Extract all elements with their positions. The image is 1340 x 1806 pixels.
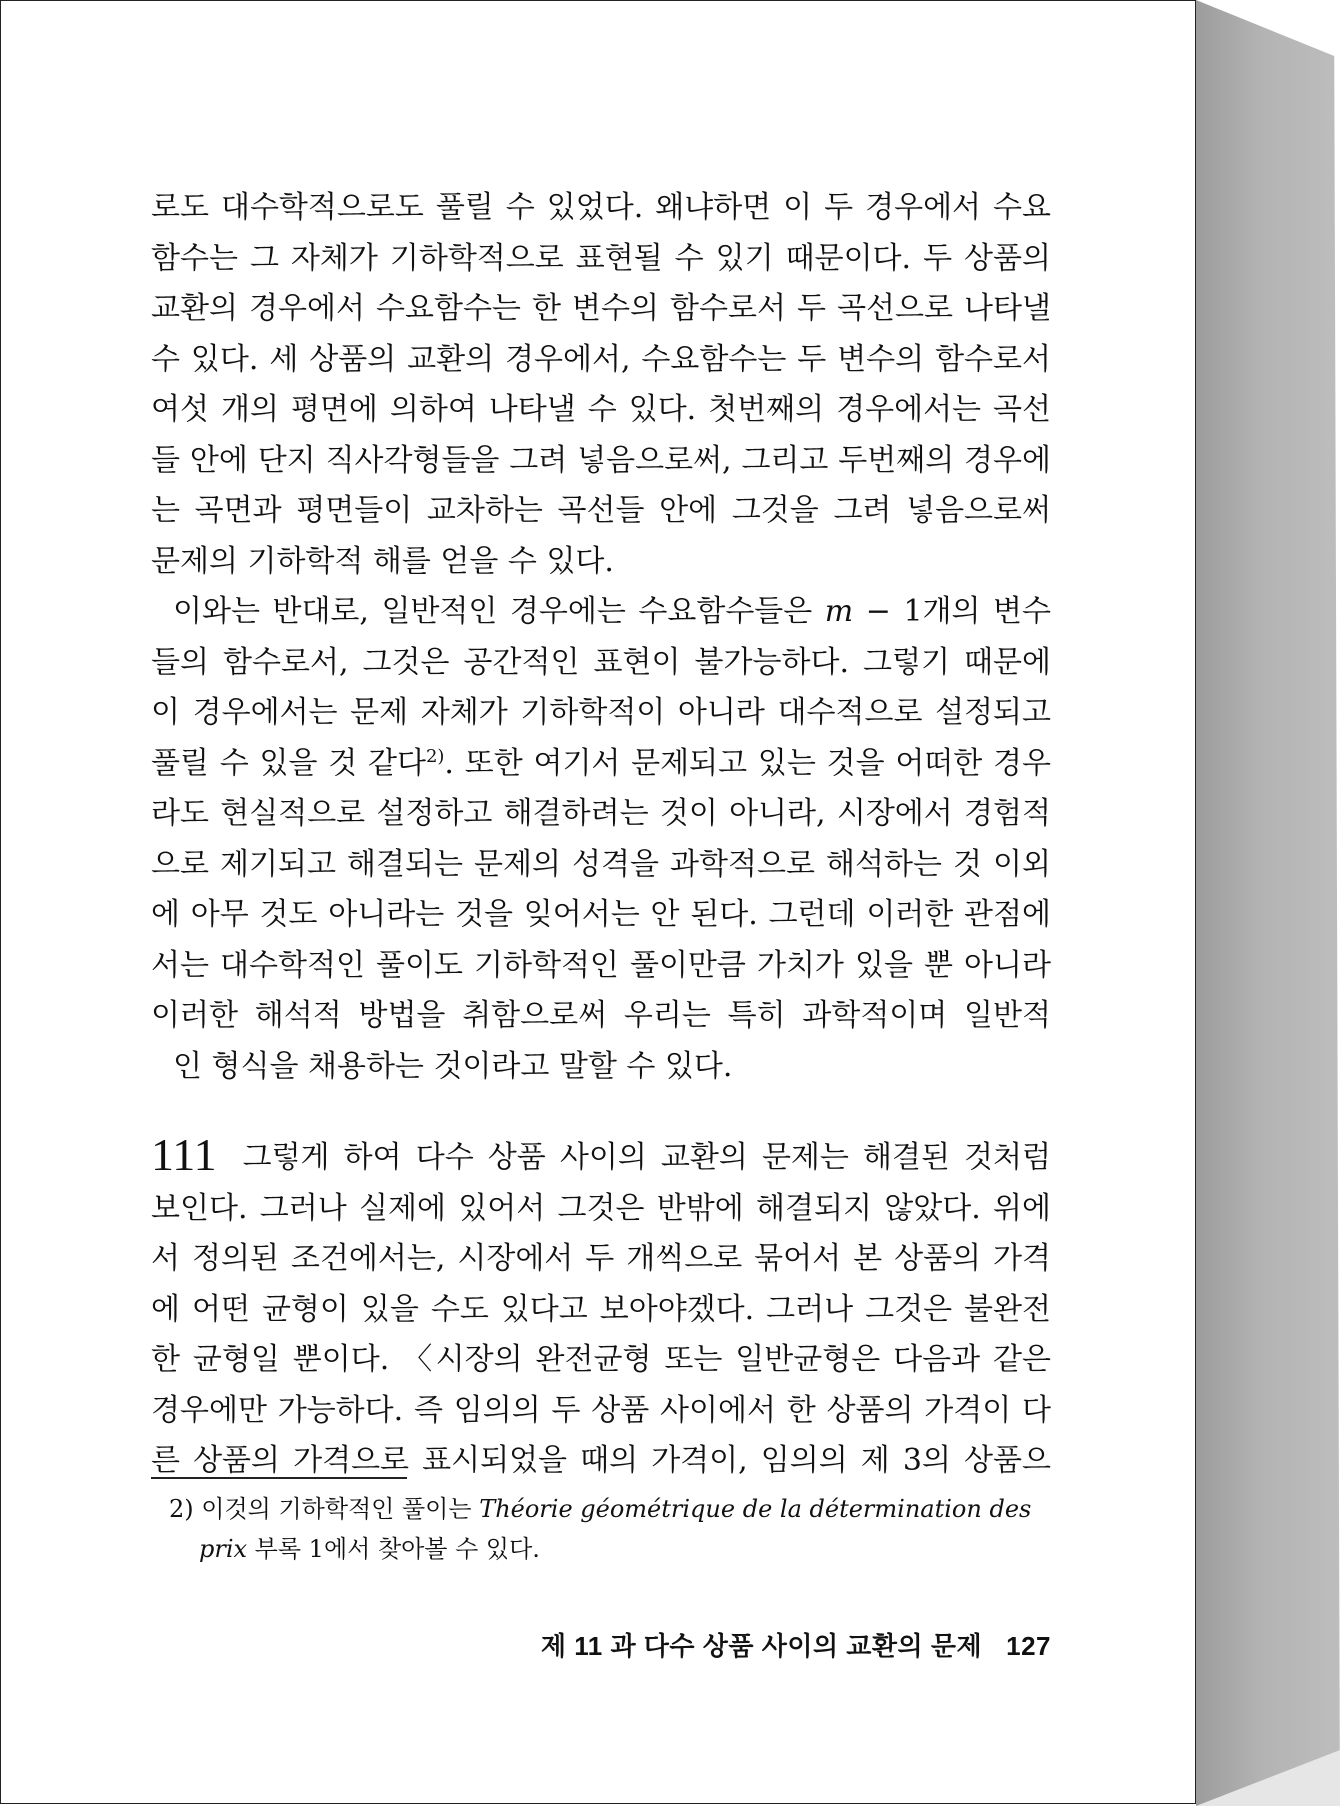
section-111-text: 그렇게 하여 다수 상품 사이의 교환의 문제는 해결된 것처럼 보인다. 그러나 실제에 있어서 그것은 반밖에 해결되지 않았다. 위에서 정의된 조건에서는, 시장에서 두 개씩으로 묶어서 본 상품의 가격에 어떤 균형이 있을 수도 있다고 보아야겠다. 그러나 그것은 불완전한 균형일 뿐이다. 〈시장의 완전균형 또는 일반균형은 다음과 같은 경우에만 가능하다. 즉 임의의 두 상품 사이에서 한 상품의 가격이 다른 상품의 가격으로 표시되었을 때의 가격이, 임의의 제 3의 상품으: [151, 1140, 1051, 1478]
footnote-divider: [151, 1477, 407, 1479]
paragraph-2-text-b: − 1개의 변수들의 함수로서, 그것은 공간적인 표현이 불가능하다. 그렇기 때문에 이 경우에서는 문제 자체가 기하학적이 아니라 대수적으로 설정되고 풀릴 수 있을 것 같다: [151, 594, 1051, 781]
paragraph-2: [151, 587, 1051, 1092]
book-page-edge: [1196, 0, 1340, 1806]
section-111-paragraph: [151, 1130, 1051, 1487]
footnote-text-a: 이것의 기하학적인 풀이는: [193, 1495, 480, 1523]
paragraph-1: [151, 183, 1051, 587]
paragraph-1-last-line: 문제의 기하학적 해를 얻을 수 있다.: [151, 543, 614, 579]
page-number: 127: [1006, 1631, 1051, 1661]
paragraph-2-text-a: 이와는 반대로, 일반적인 경우에는 수요함수들은: [173, 594, 825, 629]
page-body: [151, 183, 1051, 1487]
variable-m: m: [824, 594, 854, 629]
footnote-book-title-end: prix: [199, 1535, 248, 1563]
paragraph-2-text-c: . 또한 여기서 문제되고 있는 것을 어떠한 경우라도 현실적으로 설정하고 해결하려는 것이 아니라, 시장에서 경험적으로 제기되고 해결되는 문제의 성격을 과학적으로 해석하는 것 이외에 아무 것도 아니라는 것을 잊어서는 안 된다. 그런데 이러한 관점에서는 대수학적인 풀이도 기하학적인 풀이만큼 가치가 있을 뿐 아니라 이러한 해석적 방법을 취함으로써 우리는 특히 과학적이며 일반적: [151, 745, 1052, 1033]
section-gap: [151, 1092, 1051, 1130]
footnote-marker: 2): [169, 1495, 194, 1523]
footnote: [169, 1489, 1051, 1569]
chapter-title: 제 11 과 다수 상품 사이의 교환의 문제: [540, 1631, 983, 1661]
running-footer: [541, 1626, 1051, 1663]
footnote-text-b: 부록 1에서 찾아볼 수 있다.: [247, 1535, 540, 1563]
paragraph-1-text: 로도 대수학적으로도 풀릴 수 있었다. 왜냐하면 이 두 경우에서 수요함수는 그 자체가 기하학적으로 표현될 수 있기 때문이다. 두 상품의 교환의 경우에서 수요함수는 한 변수의 함수로서 두 곡선으로 나타낼 수 있다. 세 상품의 교환의 경우에서, 수요함수는 두 변수의 함수로서 여섯 개의 평면에 의하여 나타낼 수 있다. 첫번째의 경우에서는 곡선들 안에 단지 직사각형들을 그려 넣음으로써, 그리고 두번째의 경우에는 곡면과 평면들이 교차하는 곡선들 안에 그것을 그려 넣음으로써: [151, 190, 1051, 528]
footnote-continuation: [169, 1529, 1051, 1569]
paragraph-2-last-line: 인 형식을 채용하는 것이라고 말할 수 있다.: [173, 1048, 733, 1084]
section-number: 111: [151, 1129, 217, 1180]
footnote-book-title: Théorie géométrique de la détermination des: [479, 1495, 1032, 1523]
footnote-reference[interactable]: 2): [425, 745, 445, 767]
